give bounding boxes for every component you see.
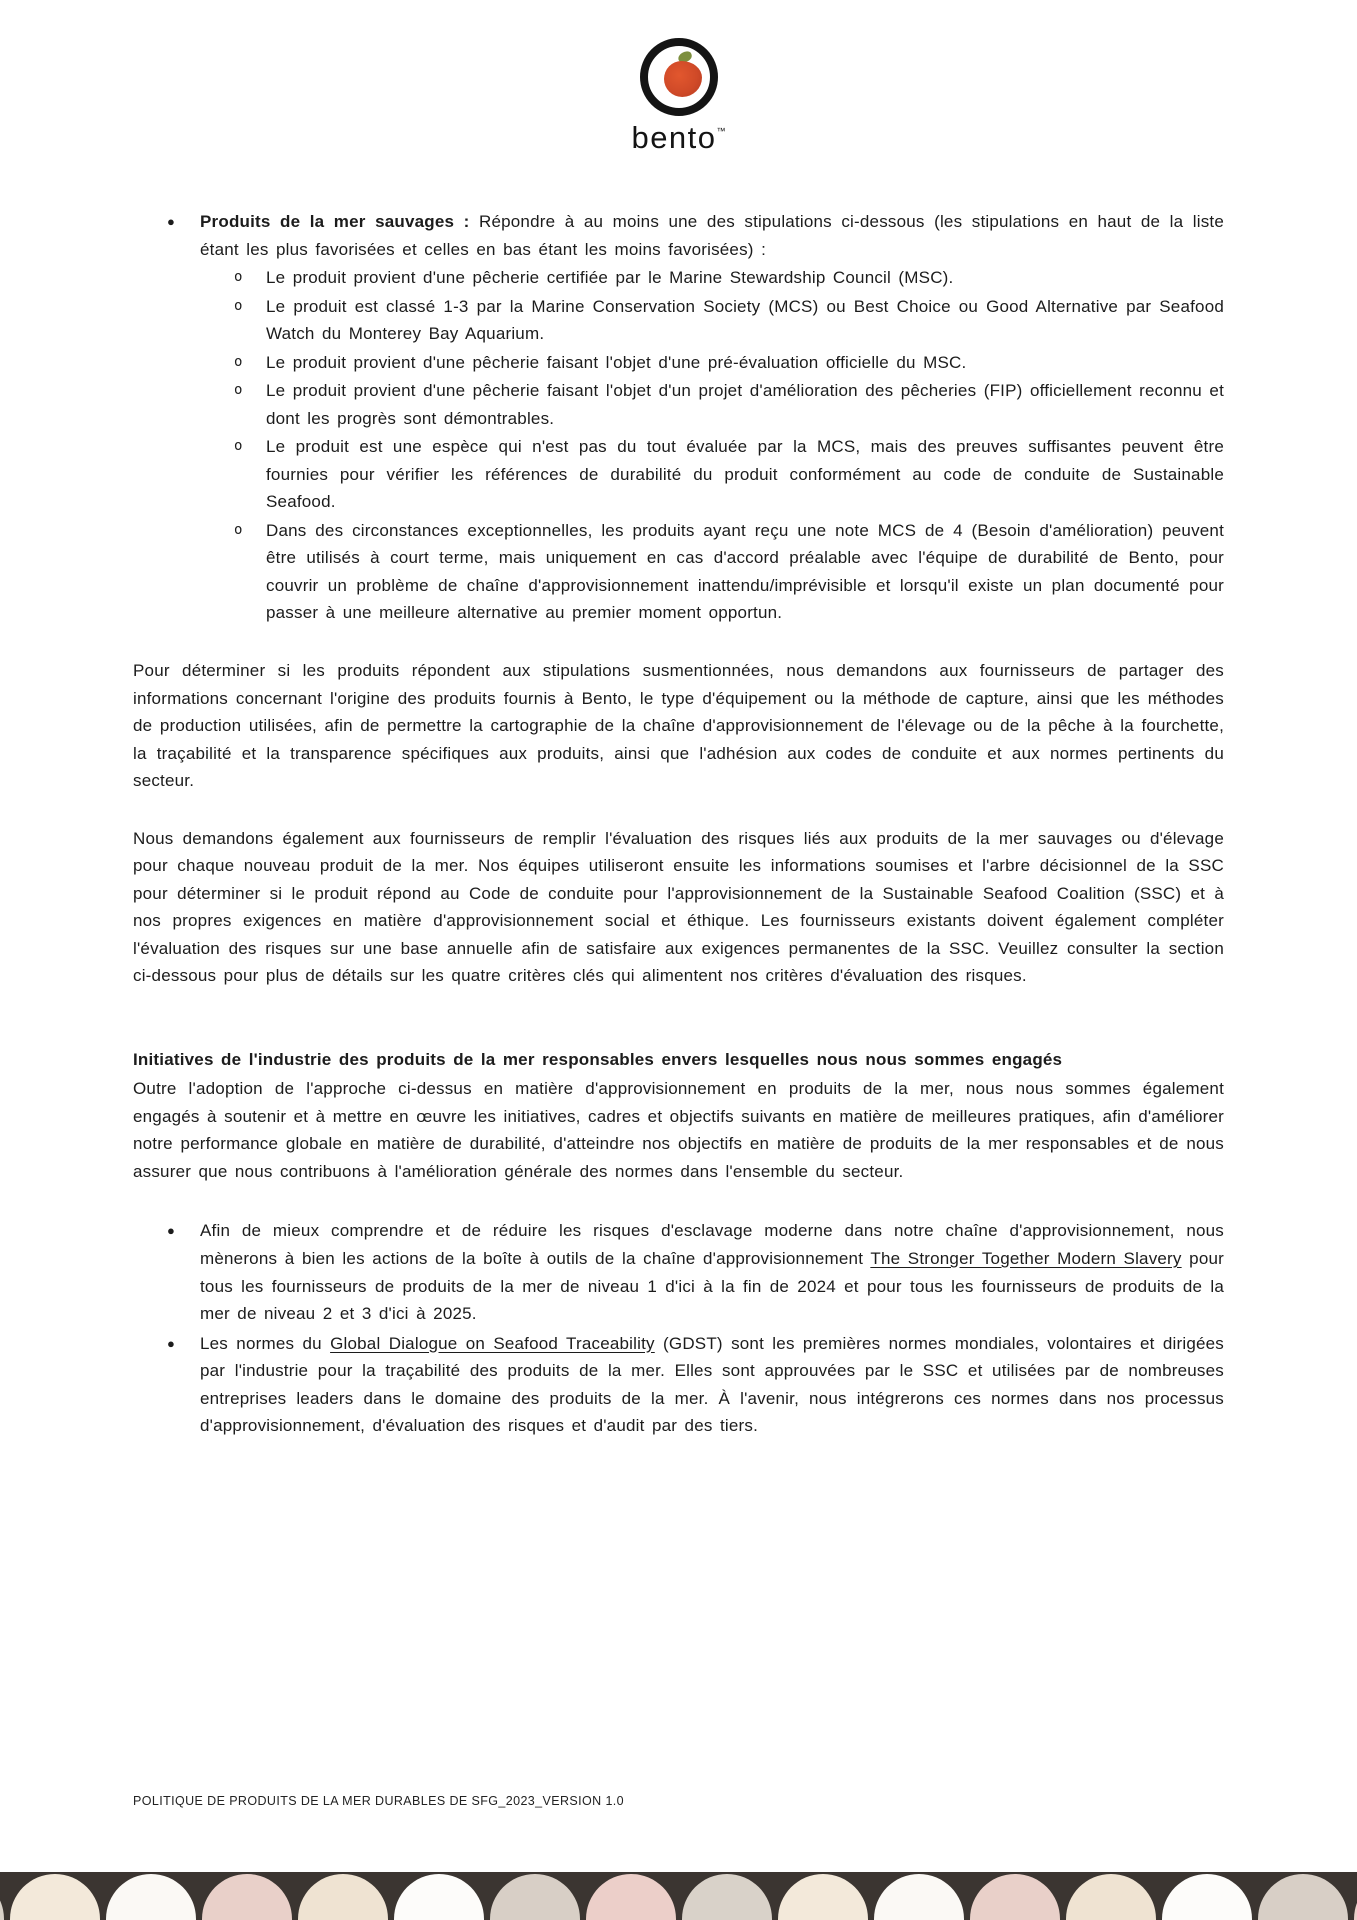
logo-blob-icon bbox=[664, 61, 702, 97]
initiative-text-pre: Les normes du bbox=[200, 1333, 331, 1353]
gdst-link[interactable]: Global Dialogue on Seafood Traceability bbox=[330, 1333, 655, 1353]
stronger-together-link[interactable]: The Stronger Together Modern Slavery bbox=[870, 1249, 1182, 1268]
circle-bullet-icon: o bbox=[234, 438, 243, 455]
decorative-circle bbox=[1066, 1874, 1156, 1920]
bullet-icon: ● bbox=[167, 1223, 176, 1239]
list-item bbox=[133, 293, 1224, 348]
decorative-circle bbox=[682, 1874, 772, 1920]
list-item-text: Le produit est une espèce qui n'est pas du tout évaluée par la MCS, mais des preuves suffisantes peuvent être fournies pour vérifier les références de durabilité du produit conformément au code de conduite de Sustainable Seafood. bbox=[266, 437, 1224, 512]
bento-logo-icon bbox=[640, 38, 718, 116]
circle-bullet-icon: o bbox=[234, 382, 243, 399]
list-item bbox=[133, 264, 1224, 292]
list-item-text bbox=[200, 1330, 1224, 1440]
circle-bullet-icon: o bbox=[234, 521, 243, 538]
bullet-icon: ● bbox=[167, 214, 176, 229]
decorative-circle bbox=[394, 1874, 484, 1920]
decorative-circle bbox=[298, 1874, 388, 1920]
wild-seafood-list bbox=[133, 208, 1224, 627]
logo bbox=[0, 0, 1357, 156]
list-item bbox=[133, 208, 1224, 263]
initiative-text-pre: Afin de mieux comprendre et de réduire les risques d'esclavage moderne dans notre chaîne d'approvisionnement, nous mènerons à bien les actions de la boîte à outils de la chaîne d'approvisionnement bbox=[200, 1221, 1224, 1268]
list-item-text: Dans des circonstances exceptionnelles, les produits ayant reçu une note MCS de 4 (Besoin d'amélioration) peuvent être utilisés à court terme, mais uniquement en cas d'accord préalable avec l'équipe de durabilité de Bento, pour couvrir un problème de chaîne d'approvisionnement inattendu/imprévisible et lorsqu'il existe un plan documenté pour passer à une meilleure alternative au premier moment opportun. bbox=[266, 520, 1224, 623]
initiatives-list bbox=[133, 1217, 1224, 1439]
decorative-circle bbox=[202, 1874, 292, 1920]
wild-seafood-label: Produits de la mer sauvages : bbox=[200, 212, 470, 231]
decorative-circle bbox=[778, 1874, 868, 1920]
list-item bbox=[133, 1330, 1224, 1440]
list-item bbox=[133, 517, 1224, 627]
decorative-circle bbox=[874, 1874, 964, 1920]
logo-wordmark bbox=[0, 120, 1357, 156]
circle-bullet-icon: o bbox=[234, 297, 243, 314]
bullet-icon: ● bbox=[167, 1335, 176, 1351]
circle-bullet-icon: o bbox=[234, 269, 243, 286]
list-item-text: Le produit est classé 1-3 par la Marine Conservation Society (MCS) ou Best Choice ou Good Alternative par Seafood Watch du Monterey Bay Aquarium. bbox=[266, 296, 1224, 344]
logo-trademark: ™ bbox=[716, 126, 726, 136]
list-item-text bbox=[200, 208, 1224, 263]
decorative-circle bbox=[1354, 1874, 1357, 1920]
decorative-circle bbox=[106, 1874, 196, 1920]
decorative-circle bbox=[1258, 1874, 1348, 1920]
initiative-text-post: (GDST) sont les premières normes mondiales, volontaires et dirigées par l'industrie pour la traçabilité des produits de la mer. Elles sont approuvées par le SSC et utilisées par de nombreuses entreprises leaders dans le domaine des produits de la mer. À l'avenir, nous intégrerons ces normes dans nos processus d'approvisionnement, d'évaluation des risques et d'audit par des tiers. bbox=[200, 1333, 1224, 1436]
paragraph-risk-assessment: Nous demandons également aux fournisseurs de remplir l'évaluation des risques liés aux produits de la mer sauvages ou d'élevage pour chaque nouveau produit de la mer. Nos équipes utiliseront ensuite les informations soumises et l'arbre décisionnel de la SSC pour déterminer si le produit répond au Code de conduite pour l'approvisionnement de la Sustainable Seafood Coalition (SSC) et à nos propres exigences en matière d'approvisionnement social et éthique. Les fournisseurs existants doivent également compléter l'évaluation des risques sur une base annuelle afin de satisfaire aux exigences permanentes de la SSC. Veuillez consulter la section ci-dessous pour plus de détails sur les quatre critères clés qui alimentent nos critères d'évaluation des risques. bbox=[133, 828, 1224, 986]
decorative-circle bbox=[0, 1874, 4, 1920]
decorative-circle bbox=[1162, 1874, 1252, 1920]
list-item bbox=[133, 349, 1224, 377]
initiative-text-post: pour tous les fournisseurs de produits de la mer de niveau 1 d'ici à la fin de 2024 et pour tous les fournisseurs de produits de la mer de niveau 2 et 3 d'ici à 2025. bbox=[200, 1249, 1224, 1324]
decorative-border bbox=[0, 1872, 1357, 1920]
document-footer: POLITIQUE DE PRODUITS DE LA MER DURABLES DE SFG_2023_VERSION 1.0 bbox=[133, 1794, 625, 1808]
list-item-text: Le produit provient d'une pêcherie certifiée par le Marine Stewardship Council (MSC). bbox=[266, 268, 954, 288]
list-item-text: Le produit provient d'une pêcherie faisant l'objet d'une pré-évaluation officielle du MSC. bbox=[266, 352, 967, 372]
circle-bullet-icon: o bbox=[234, 353, 243, 370]
decorative-circle bbox=[586, 1874, 676, 1920]
list-item bbox=[133, 433, 1224, 516]
list-item bbox=[133, 377, 1224, 432]
section-heading: Initiatives de l'industrie des produits de la mer responsables envers lesquelles nous nous sommes engagés bbox=[133, 1049, 1063, 1069]
decorative-circle bbox=[490, 1874, 580, 1920]
paragraph-supplier-info: Pour déterminer si les produits répondent aux stipulations susmentionnées, nous demandons aux fournisseurs de partager des informations concernant l'origine des produits fournis à Bento, le type d'équipement ou la méthode de capture, ainsi que les méthodes de production utilisées, afin de permettre la cartographie de la chaîne d'approvisionnement de l'élevage ou de la pêche à la fourchette, la traçabilité et la transparence spécifiques aux produits, ainsi que l'adhésion aux codes de conduite et aux normes pertinents du secteur. bbox=[133, 660, 1224, 791]
logo-wordmark-text: bento bbox=[631, 120, 717, 155]
list-item-text bbox=[200, 1217, 1224, 1327]
paragraph-section-intro: Outre l'adoption de l'approche ci-dessus en matière d'approvisionnement en produits de la mer, nous nous sommes également engagés à soutenir et à mettre en œuvre les initiatives, cadres et objectifs suivants en matière de meilleures pratiques, afin d'améliorer notre performance globale en matière de durabilité, d'atteindre nos objectifs en matière de produits de la mer responsables et de nous assurer que nous contribuons à l'amélioration générale des normes dans l'ensemble du secteur. bbox=[133, 1079, 1224, 1181]
document-body bbox=[133, 208, 1224, 1440]
decorative-circle bbox=[10, 1874, 100, 1920]
list-item bbox=[133, 1217, 1224, 1327]
decorative-circle bbox=[970, 1874, 1060, 1920]
wild-seafood-label-rest: Répondre à au moins une des stipulations ci-dessous (les stipulations en haut de la liste étant les plus favorisées et celles en bas étant les moins favorisées) : bbox=[200, 212, 1224, 259]
list-item-text: Le produit provient d'une pêcherie faisant l'objet d'un projet d'amélioration des pêcheries (FIP) officiellement reconnu et dont les progrès sont démontrables. bbox=[266, 381, 1224, 428]
